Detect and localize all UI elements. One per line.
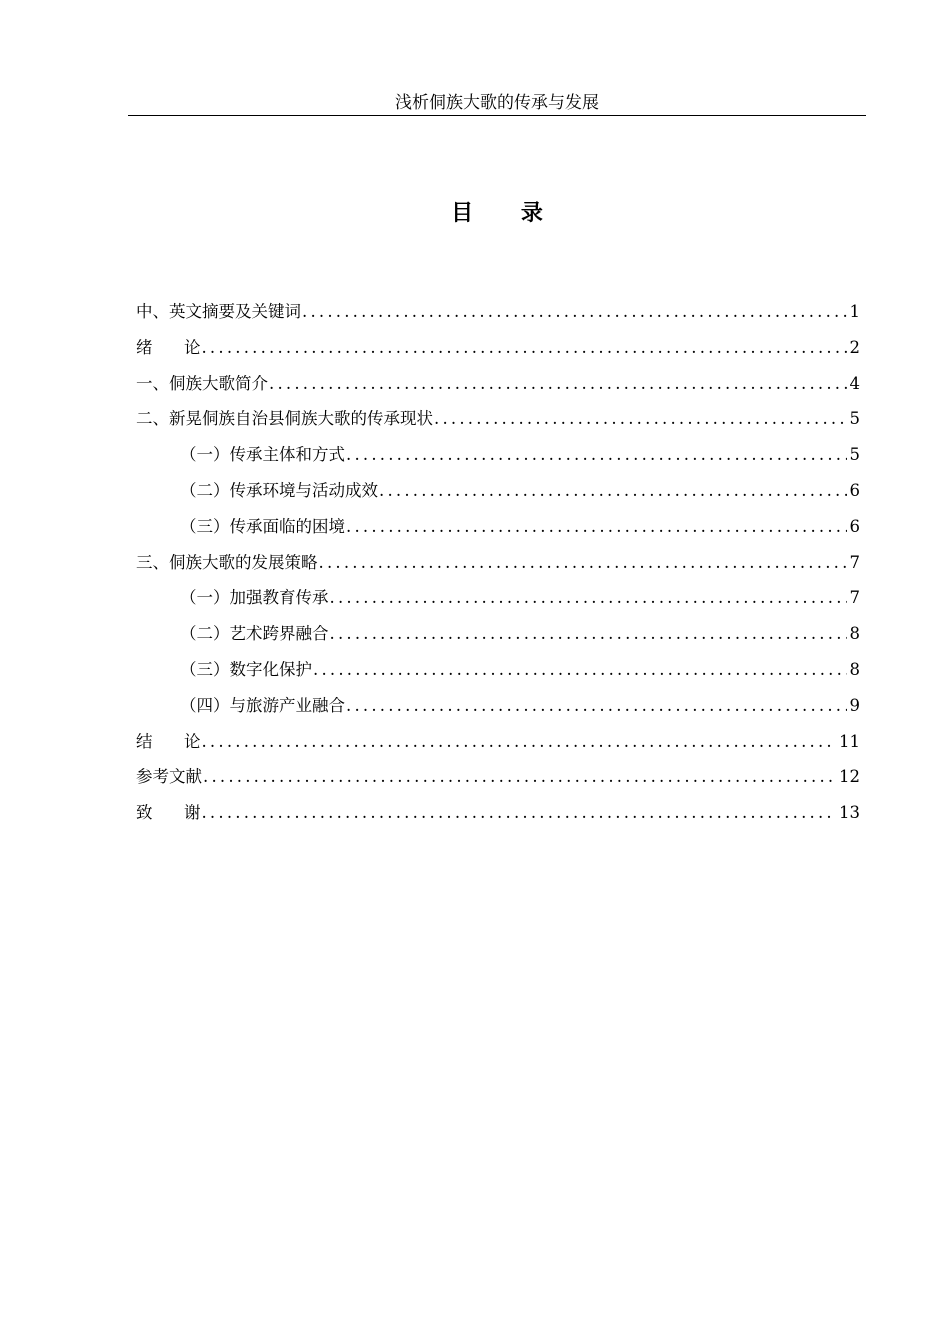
toc-dot-leader — [346, 515, 847, 539]
toc-entry[interactable] — [136, 336, 860, 372]
toc-entry-text: 结 论 — [136, 731, 201, 751]
toc-page-number: 5 — [849, 445, 860, 465]
toc-page-number: 11 — [839, 731, 860, 751]
toc-subentry[interactable] — [136, 622, 860, 658]
toc-entry-text: 一、侗族大歌简介 — [136, 373, 268, 393]
toc-page-number: 8 — [849, 624, 860, 644]
toc-entry[interactable] — [136, 300, 860, 336]
toc-dot-leader — [330, 586, 847, 610]
toc-dot-leader — [302, 300, 847, 324]
toc-dot-leader — [269, 372, 847, 396]
toc-page-number: 4 — [849, 373, 860, 393]
toc-entry[interactable] — [136, 407, 860, 443]
toc-subentry[interactable] — [136, 586, 860, 622]
toc-entry-text: （二）艺术跨界融合 — [180, 624, 329, 644]
toc-dot-leader — [313, 658, 847, 682]
header-rule — [128, 115, 866, 116]
toc-page-number: 9 — [849, 695, 860, 715]
toc-entry-text: （一）传承主体和方式 — [180, 445, 345, 465]
toc-dot-leader — [319, 551, 847, 575]
toc-entry-text: （三）数字化保护 — [180, 659, 312, 679]
toc-entry[interactable] — [136, 801, 860, 837]
toc-page-number: 1 — [849, 302, 860, 321]
toc-dot-leader — [379, 479, 847, 503]
toc-page-number: 6 — [849, 480, 860, 500]
toc-entry-text: （二）传承环境与活动成效 — [180, 480, 378, 500]
toc-subentry[interactable] — [136, 515, 860, 551]
toc-entry-text: 参考文献 — [136, 767, 202, 787]
toc-page-number: 5 — [849, 409, 860, 429]
toc-dot-leader — [330, 622, 847, 646]
toc-page-number: 2 — [849, 337, 860, 357]
toc-entry-text: 中、英文摘要及关键词 — [136, 302, 301, 321]
toc-page-number: 8 — [849, 659, 860, 679]
toc-entry-text: （四）与旅游产业融合 — [180, 695, 345, 715]
toc-subentry[interactable] — [136, 479, 860, 515]
toc-dot-leader — [201, 730, 836, 754]
toc-dot-leader — [346, 694, 847, 718]
toc-page-number: 6 — [849, 516, 860, 536]
toc-entry-text: （三）传承面临的困境 — [180, 516, 345, 536]
toc-entry[interactable] — [136, 551, 860, 587]
running-header: 浅析侗族大歌的传承与发展 — [395, 93, 599, 113]
toc-entry[interactable] — [136, 372, 860, 408]
toc-title: 目 录 — [451, 201, 543, 226]
table-of-contents — [136, 300, 860, 837]
toc-dot-leader — [434, 407, 847, 431]
toc-subentry[interactable] — [136, 443, 860, 479]
toc-page-number: 7 — [849, 552, 860, 572]
toc-page-number: 7 — [849, 588, 860, 608]
toc-subentry[interactable] — [136, 694, 860, 730]
toc-entry[interactable] — [136, 730, 860, 766]
toc-dot-leader — [203, 765, 836, 789]
toc-entry-text: 二、新晃侗族自治县侗族大歌的传承现状 — [136, 409, 433, 429]
toc-page-number: 12 — [839, 767, 860, 787]
toc-dot-leader — [201, 801, 836, 825]
toc-subentry[interactable] — [136, 658, 860, 694]
toc-entry-text: 绪 论 — [136, 337, 201, 357]
toc-entry-text: 致 谢 — [136, 803, 201, 823]
toc-entry-text: 三、侗族大歌的发展策略 — [136, 552, 318, 572]
toc-dot-leader — [346, 443, 847, 467]
toc-page-number: 13 — [839, 803, 860, 823]
toc-entry[interactable] — [136, 765, 860, 801]
toc-dot-leader — [201, 336, 846, 360]
toc-entry-text: （一）加强教育传承 — [180, 588, 329, 608]
